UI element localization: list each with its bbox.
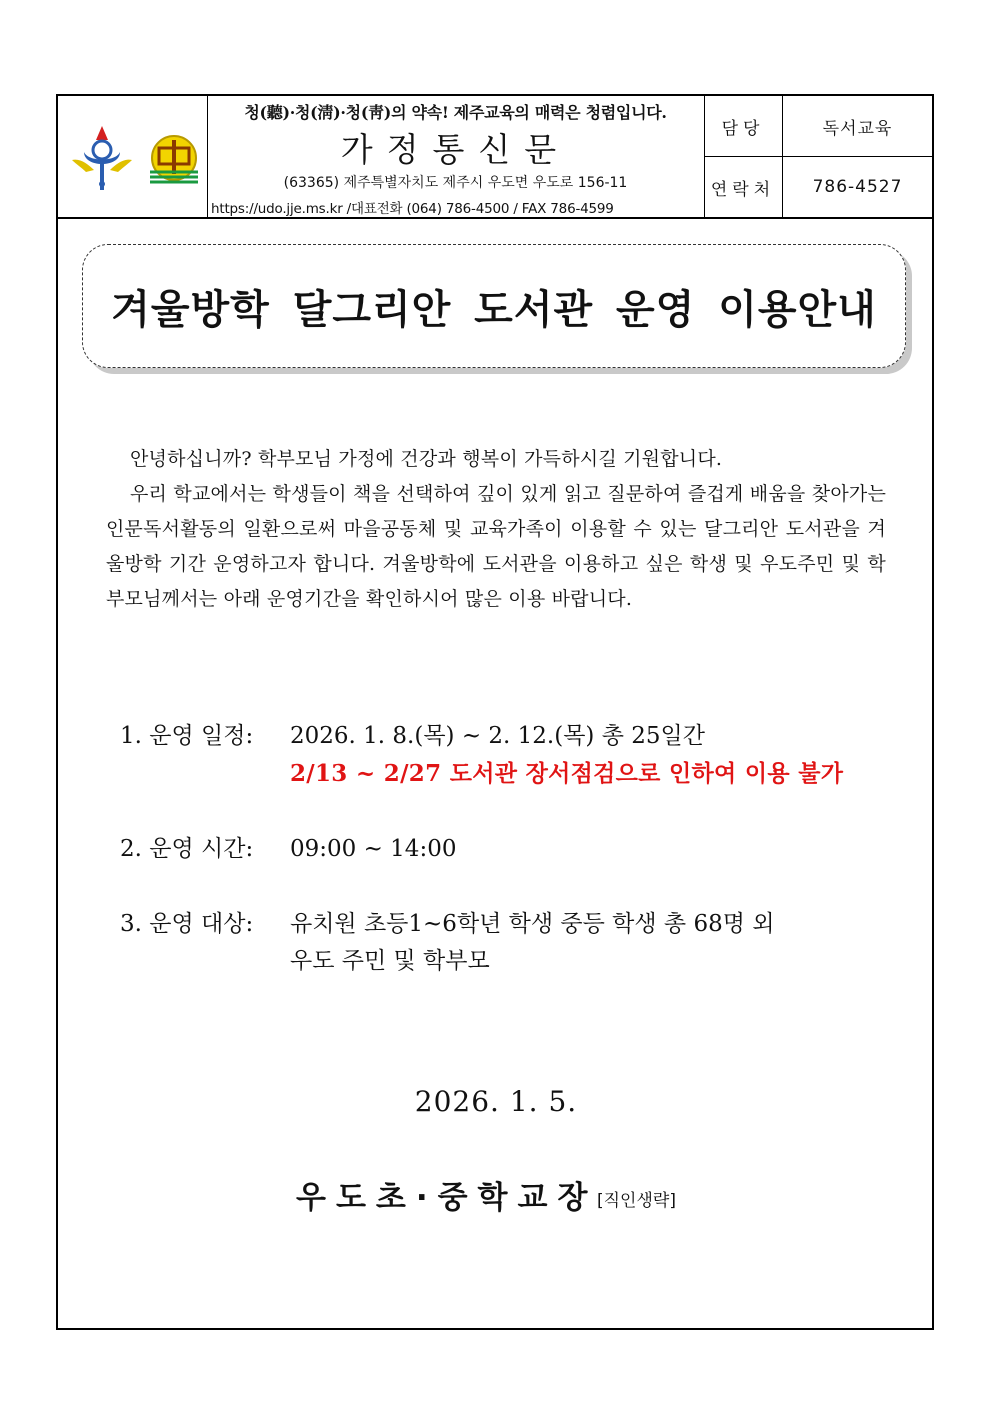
schedule-value: 2026. 1. 8.(목) ~ 2. 12.(목) 총 25일간 [290,723,705,749]
notice-title-banner [82,244,906,368]
school-website-phone-fax: https://udo.jje.ms.kr /대표전화 (064) 786-4500 / FAX 786-4599 [211,201,614,217]
list-item-hours [120,831,920,868]
document-title: 가정통신문 [340,130,571,169]
manager-row [704,96,932,157]
greeting-paragraph: 안녕하십니까? 학부모님 가정에 건강과 행복이 가득하시길 기원합니다. [130,448,723,470]
seal-omitted-note: [직인생략] [597,1191,676,1211]
logo-area [58,96,208,217]
notice-title: 겨울방학 달그리안 도서관 운영 이용안내 [111,286,877,333]
target-label: 3. 운영 대상: [120,911,254,937]
letterhead-title-block [207,96,705,217]
list-item-schedule [120,718,920,792]
operation-details-list [120,718,920,980]
schedule-label: 1. 운영 일정: [120,723,254,749]
list-item-target [120,906,920,980]
integrity-slogan: 청(聽)·청(淸)·청(靑)의 약속! 제주교육의 매력은 청렴입니다. [244,103,667,122]
manager-value: 독서교육 [822,118,893,139]
closure-notice: 2/13 ~ 2/27 도서관 장서점검으로 인하여 이용 불가 [290,760,844,787]
hours-label: 2. 운영 시간: [120,836,254,862]
hours-value: 09:00 ~ 14:00 [290,836,457,862]
contact-label: 연락처 [704,157,783,217]
contact-info-table [704,96,932,217]
target-value: 유치원 초등1~6학년 학생 중등 학생 총 68명 외 [290,911,775,937]
principal-signature: 우도초·중학교장 [296,1180,598,1216]
school-emblem-icon [146,130,202,186]
notice-body [106,442,886,617]
target-value-continued: 우도 주민 및 학부모 [290,948,490,974]
jeju-education-emblem-icon [72,124,132,192]
letterhead [58,96,932,219]
intro-paragraph: 우리 학교에서는 학생들이 책을 선택하여 깊이 있게 읽고 질문하여 즐겁게 배움을 찾아가는 인문독서활동의 일환으로써 마을공동체 및 교육가족이 이용할 수 있는 달그리안 도서관을 겨울방학 기간 운영하고자 합니다. 겨울방학에 도서관을 이용하고 싶은 학생 및 우도주민 및 학부모님께서는 아래 운영기간을 확인하시어 많은 이용 바랍니다. [106,483,886,610]
contact-row [704,157,932,217]
issue-date: 2026. 1. 5. [414,1085,578,1118]
manager-label: 담당 [704,96,783,156]
school-address: (63365) 제주특별자치도 제주시 우도면 우도로 156-11 [283,175,628,191]
contact-phone: 786-4527 [812,177,903,197]
